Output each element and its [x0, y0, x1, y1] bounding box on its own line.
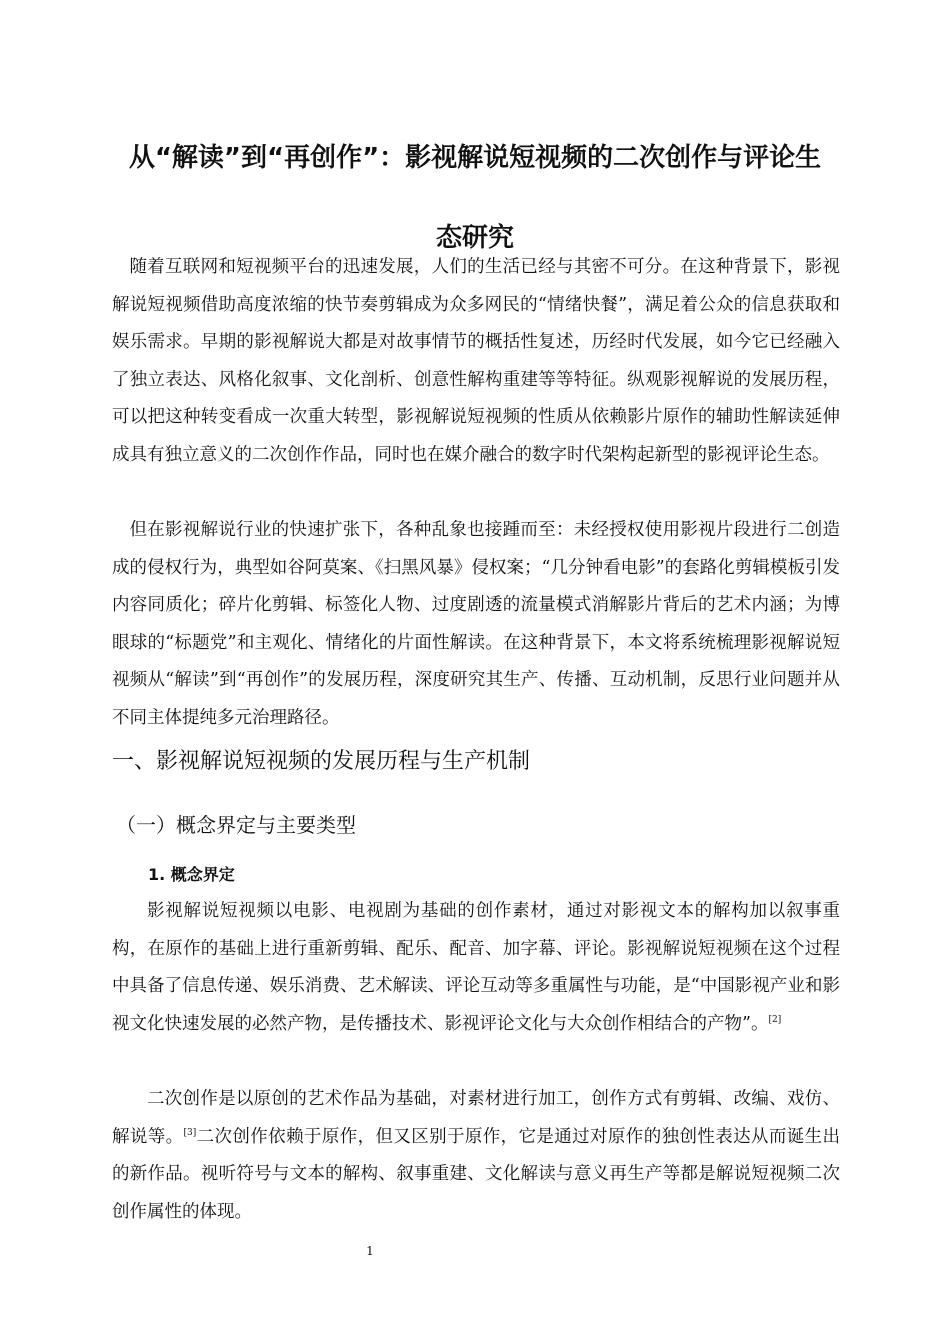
intro-paragraph-2: 但在影视解说行业的快速扩张下，各种乱象也接踵而至：未经授权使用影视片段进行二创造成的侵权行为，典型如谷阿莫案、《扫黑风暴》侵权案；“几分钟看电影”的套路化剪辑模板引发内容同质化；碎片化剪辑、标签化人物、过度剧透的流量模式消解影片背后的艺术内涵；为博眼球的“标题党”和主观化、情绪化的片面性解读。在这种背景下，本文将系统梳理影视解说短视频从“解读”到“再创作”的发展历程，深度研究其生产、传播、互动机制，反思行业问题并从不同主体提纯多元治理路径。	[112, 520, 840, 728]
definition-paragraph-2-text-b: 二次创作依赖于原作，但又区别于原作，它是通过对原作的独创性表达从而诞生出的新作品。视听符号与文本的解构、叙事重建、文化解读与意义再生产等都是解说短视频二次创作属性的体现。	[112, 1126, 841, 1222]
citation-3[interactable]: [3]	[183, 1127, 197, 1138]
subsubsection-heading: 1. 概念界定	[148, 865, 235, 884]
citation-2[interactable]: [2]	[768, 1014, 782, 1025]
title-line-2: 态研究	[435, 223, 514, 253]
section-heading: 一、影视解说短视频的发展历程与生产机制	[112, 749, 531, 774]
definition-paragraph-1-text: 影视解说短视频以电影、电视剧为基础的创作素材，通过对影视文本的解构加以叙事重构，在原作的基础上进行重新剪辑、配乐、配音、加字幕、评论。影视解说短视频在这个过程中具备了信息传递、娱乐消费、艺术解读、评论互动等多重属性与功能，是“中国影视产业和影视文化快速发展的必然产物，是传播技术、影视评论文化与大众创作相结合的产物”。	[112, 901, 840, 1034]
subsection-heading: （一）概念界定与主要类型	[116, 813, 356, 837]
definition-paragraph-2	[112, 1081, 840, 1231]
definition-paragraph-1	[112, 893, 840, 1043]
page-number: 1	[366, 1244, 374, 1258]
intro-paragraph-1: 随着互联网和短视频平台的迅速发展，人们的生活已经与其密不可分。在这种背景下，影视解说短视频借助高度浓缩的快节奏剪辑成为众多网民的“情绪快餐”，满足着公众的信息获取和娱乐需求。早期的影视解说大都是对故事情节的概括性复述，历经时代发展，如今它已经融入了独立表达、风格化叙事、文化剖析、创意性解构重建等等特征。纵观影视解说的发展历程，可以把这种转变看成一次重大转型，影视解说短视频的性质从依赖影片原作的辅助性解读延伸成具有独立意义的二次创作作品，同时也在媒介融合的数字时代架构起新型的影视评论生态。	[112, 257, 840, 465]
definition-paragraph-2-text-a: 二次创作是以原创的艺术作品为基础，对素材进行加工，创作方式有剪辑、改编、戏仿、解说等。	[112, 1089, 840, 1147]
title-line-1: 从“解读”到“再创作”：影视解说短视频的二次创作与评论生	[128, 143, 822, 173]
